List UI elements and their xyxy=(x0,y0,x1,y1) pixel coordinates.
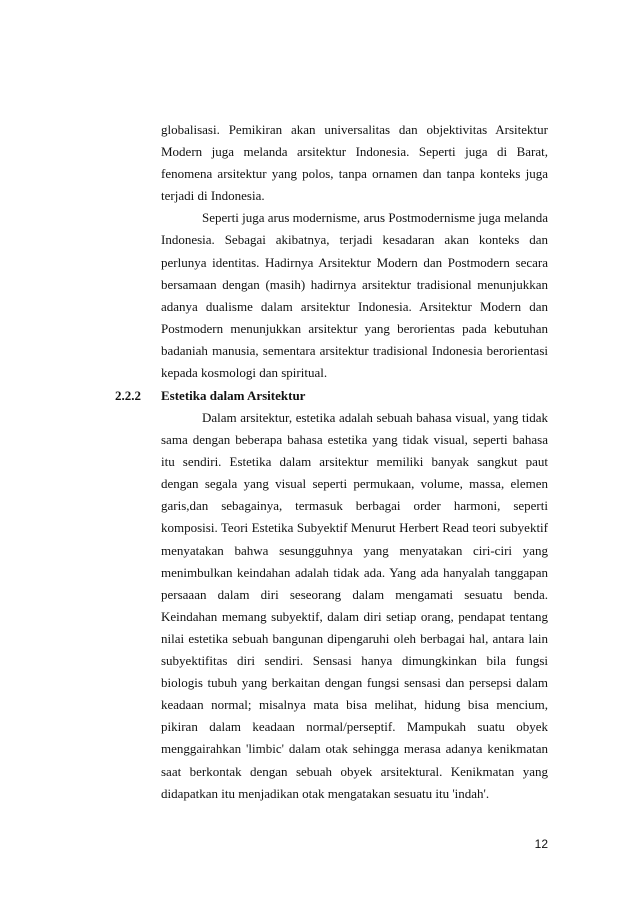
body-text-bottom xyxy=(161,407,548,805)
body-text-top xyxy=(161,119,548,384)
section-heading xyxy=(115,385,305,407)
section-title: Estetika dalam Arsitektur xyxy=(161,388,306,403)
paragraph-postmodernism: Seperti juga arus modernisme, arus Postmodernisme juga melanda Indonesia. Sebagai akibatnya, terjadi kesadaran akan konteks dan perlunya identitas. Hadirnya Arsitektur Modern dan Postmodern secara bersamaan dengan (masih) hadirnya arsitektur tradisional menunjukkan adanya dualisme dalam arsitektur Indonesia. Arsitektur Modern dan Postmodern menunjukkan arsitektur yang berorientas pada kebutuhan badaniah manusia, sementara arsitektur tradisional Indonesia berorientasi kepada kosmologi dan spiritual. xyxy=(161,210,548,381)
paragraph-continuation: globalisasi. Pemikiran akan universalitas dan objektivitas Arsitektur Modern juga melanda arsitektur Indonesia. Seperti juga di Barat, fenomena arsitektur yang polos, tanpa ornamen dan tanpa konteks juga terjadi di Indonesia. xyxy=(161,122,548,204)
section-number: 2.2.2 xyxy=(115,388,141,403)
paragraph-estetika: Dalam arsitektur, estetika adalah sebuah bahasa visual, yang tidak sama dengan beberapa bahasa estetika yang tidak visual, seperti bahasa itu sendiri. Estetika dalam arsitektur memiliki banyak sangkut paut dengan segala yang visual seperti permukaan, volume, massa, elemen garis,dan sebagainya, termasuk berbagai order harmoni, seperti komposisi. Teori Estetika Subyektif Menurut Herbert Read teori subyektif menyatakan bahwa sesungguhnya yang menyatakan ciri-ciri yang menimbulkan keindahan adalah tidak ada. Yang ada hanyalah tanggapan persaaan dalam diri seseorang dalam mengamati sesuatu benda. Keindahan memang subyektif, dalam diri setiap orang, pendapat tentang nilai estetika sebuah bangunan dipengaruhi oleh berbagai hal, antara lain subyektifitas diri sendiri. Sensasi hanya dimungkinkan bila fungsi biologis tubuh yang berkaitan dengan fungsi sensasi dan persepsi dalam keadaan normal; misalnya mata bisa melihat, hidung bisa mencium, pikiran dalam keadaan normal/perseptif. Mampukah suatu obyek menggairahkan 'limbic' dalam otak sehingga merasa adanya kenikmatan saat berkontak dengan sebuah obyek arsitektural. Kenikmatan yang didapatkan itu menjadikan otak mengatakan sesuatu itu 'indah'. xyxy=(161,410,548,801)
page-number: 12 xyxy=(534,837,548,851)
